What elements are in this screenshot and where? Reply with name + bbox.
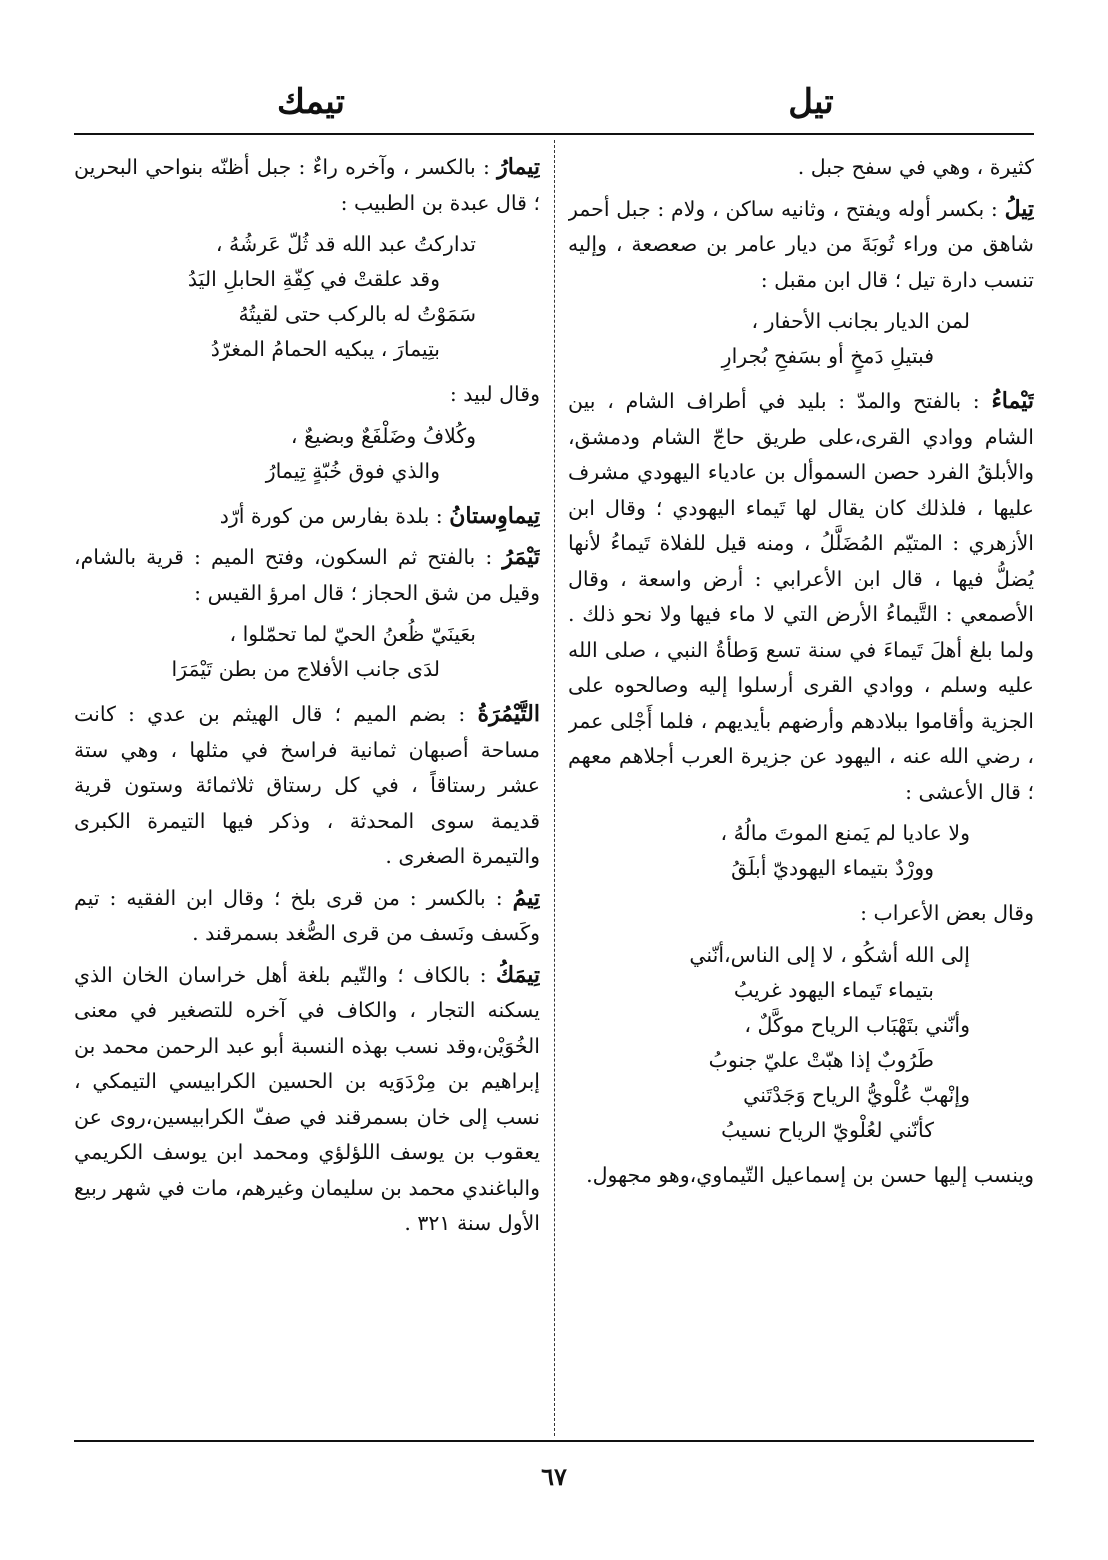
- entry-continuation: كثيرة ، وهي في سفح جبل .: [797, 155, 1034, 179]
- right-column: [568, 150, 1034, 1430]
- entry-text: : بكسر أوله ويفتح ، وثانيه ساكن ، ولام : جبل أحمر شاهق من وراء تُوبَةَ من ديار عامر بن صعصعة ، وإليه تنسب دارة تيل ؛ قال ابن مقبل :: [568, 196, 1034, 292]
- headword: تِيماوِستانُ: [449, 502, 540, 529]
- entry-timar: [74, 150, 540, 221]
- entry-text: : بالكاف ؛ والتّيم بلغة أهل خراسان الخان الذي يسكنه التجار ، والكاف في آخره للتصغير في معنى الخُوَيْن،وقد نسب بهذه النسبة أبو عبد الرحمن محمد بن إبراهيم بن مِرْدَوَيه بن الحسين الكرابيسي التيمكي ، نسب إلى خان بسمرقند في صفّ الكرابيسين،روى عن يعقوب بن يوسف اللؤلؤي ومحمد ابن يوسف الكريمي والباغندي محمد بن سليمان وغيرهم، مات في شهر ربيع الأول سنة ٣٢١ .: [74, 962, 540, 1235]
- verse-line: إلى الله أشكُو ، لا إلى الناس،أنّني: [689, 942, 970, 967]
- verse-line: لمن الديار بجانب الأحفار ،: [751, 309, 970, 333]
- entry-text: : بالفتح ثم السكون، وفتح الميم : قرية بالشام، وقيل من شق الحجاز ؛ قال امرؤ القيس :: [74, 545, 540, 605]
- verse-line: وإنْهبّ عُلْويُّ الرياح وَجَدْتَني: [743, 1082, 970, 1107]
- running-head-right: تيل: [788, 82, 834, 122]
- entry-taymar: [74, 540, 540, 611]
- verse-line: طَرُوبٌ إذا هبّتْ عليّ جنوبُ: [708, 1047, 934, 1072]
- headword: تَيْمَرُ: [502, 544, 540, 570]
- poem-verse: [568, 816, 1034, 886]
- verse-line: وورْدٌ بتيماء اليهوديّ أبلَقُ: [731, 856, 934, 880]
- entry-til: [568, 192, 1034, 299]
- poem-verse: [568, 304, 1034, 374]
- verse-line: بتيماء تَيماء اليهود غريبُ: [733, 977, 934, 1002]
- headword: تِيلُ: [1004, 195, 1034, 222]
- verse-line: بتِيمارَ ، يبكيه الحمامُ المغرّدُ: [210, 337, 440, 361]
- verse-line: فبتيلِ دَمخٍ أو بسَفحِ بُجرارِ: [721, 344, 934, 368]
- verse-line: تداركتُ عبد الله قد ثُلّ عَرشُهُ ،: [215, 232, 476, 256]
- running-head-left: تيمك: [276, 82, 346, 122]
- page-number: ٦٧: [541, 1462, 567, 1491]
- entry-text: وينسب إليها حسن بن إسماعيل التّيماوي،وهو مجهول.: [586, 1162, 1034, 1187]
- entry-timawistan: [74, 499, 540, 535]
- entry-tayma: [568, 384, 1034, 810]
- verse-line: ولا عاديا لم يَمنع الموتَ مالُهُ ،: [720, 821, 970, 845]
- verse-line: سَمَوْتُ له بالركب حتى لقيتُهُ: [238, 302, 476, 326]
- entry-text: وقال لبيد :: [449, 382, 540, 406]
- verse-line: وقد علقتْ في كِفّةِ الحابلِ اليَدُ: [187, 267, 440, 291]
- verse-line: كأنّني لعُلْويّ الرياح نسيبُ: [721, 1117, 934, 1142]
- verse-line: وكُلافُ وضَلْفَعٌ وبضيعٌ ،: [290, 423, 476, 448]
- entry-taymura: [74, 697, 540, 875]
- verse-line: لدَى جانب الأفلاج من بطن تَيْمَرَا: [171, 657, 440, 681]
- entry-text: : بالفتح والمدّ : بليد في أطراف الشام ، بين الشام ووادي القرى،على طريق حاجّ الشام ودمشق، والأبلقُ الفرد حصن السموأل بن عادياء اليهودي مشرف عليها ، فلذلك كان يقال لها تَيماء اليهودي ؛ وقال ابن الأزهري : المتيّم المُضَلَّلُ ، ومنه قيل للفلاة تَيماءُ لأنها يُضلُّ فيها ، قال ابن الأعرابي : أرض واسعة ، وقال الأصمعي : التَّيماءُ الأرض التي لا ماء فيها ولا نحو ذلك . ولما بلغ أهلَ تَيماءَ في سنة تسع وَطأةُ النبي ، صلى الله عليه وسلم ، ووادي القرى أرسلوا إليه وصالحوه على الجزية وأقاموا ببلادهم وأرضهم بأيديهم ، فلما أَجْلى عمر ، رضي الله عنه ، اليهود عن جزيرة العرب أجلاهم معهم ؛ قال الأعشى :: [568, 389, 1034, 804]
- entry-text: : بضم الميم ؛ قال الهيثم بن عدي : كانت مساحة أصبهان ثمانية فراسخ في مثلها ، وهي ستة عشر رستاقاً ، في كل رستاق ثلاثمائة وستون قرية قديمة سوى المحدثة ، وذكر فيها التيمرة الكبرى والتيمرة الصغرى .: [74, 702, 540, 868]
- poem-verse: [74, 227, 540, 367]
- top-rule: [74, 133, 1034, 135]
- verse-line: بعَينَيّ ظُعنُ الحيّ لما تحمّلوا ،: [229, 622, 476, 646]
- column-divider: [554, 140, 556, 1436]
- verse-line: وأنّني بتَهْبَاب الرياح موكَّلٌ ،: [744, 1012, 970, 1037]
- headword: التَّيْمُرَةُ: [477, 701, 540, 727]
- headword: تَيْماءُ: [991, 388, 1034, 414]
- entry-text: : بلدة بفارس من كورة أرّد: [219, 503, 443, 528]
- entry-tim: [74, 881, 540, 952]
- poem-verse: [74, 419, 540, 489]
- left-column: [74, 150, 540, 1430]
- entry-text: : بالكسر ، وآخره راءٌ : جبل أظنّه بنواحي البحرين ؛ قال عبدة بن الطبيب :: [74, 155, 540, 215]
- verse-line: والذي فوق خُبّةٍ تِيمارُ: [265, 458, 440, 483]
- headword: تِيمارُ: [497, 154, 540, 180]
- entry-text: وقال بعض الأعراب :: [860, 901, 1034, 925]
- bottom-rule: [74, 1440, 1034, 1442]
- entry-text: : بالكسر : من قرى بلخ ؛ وقال ابن الفقيه : تيم وكَسف ونَسف من قرى الصُّغد بسمرقند .: [74, 885, 540, 945]
- poem-verse: [74, 617, 540, 687]
- poem-verse: [568, 938, 1034, 1148]
- headword: تِيمَكُ: [495, 961, 540, 988]
- headword: تِيمُ: [512, 884, 540, 911]
- entry-timak: [74, 958, 540, 1242]
